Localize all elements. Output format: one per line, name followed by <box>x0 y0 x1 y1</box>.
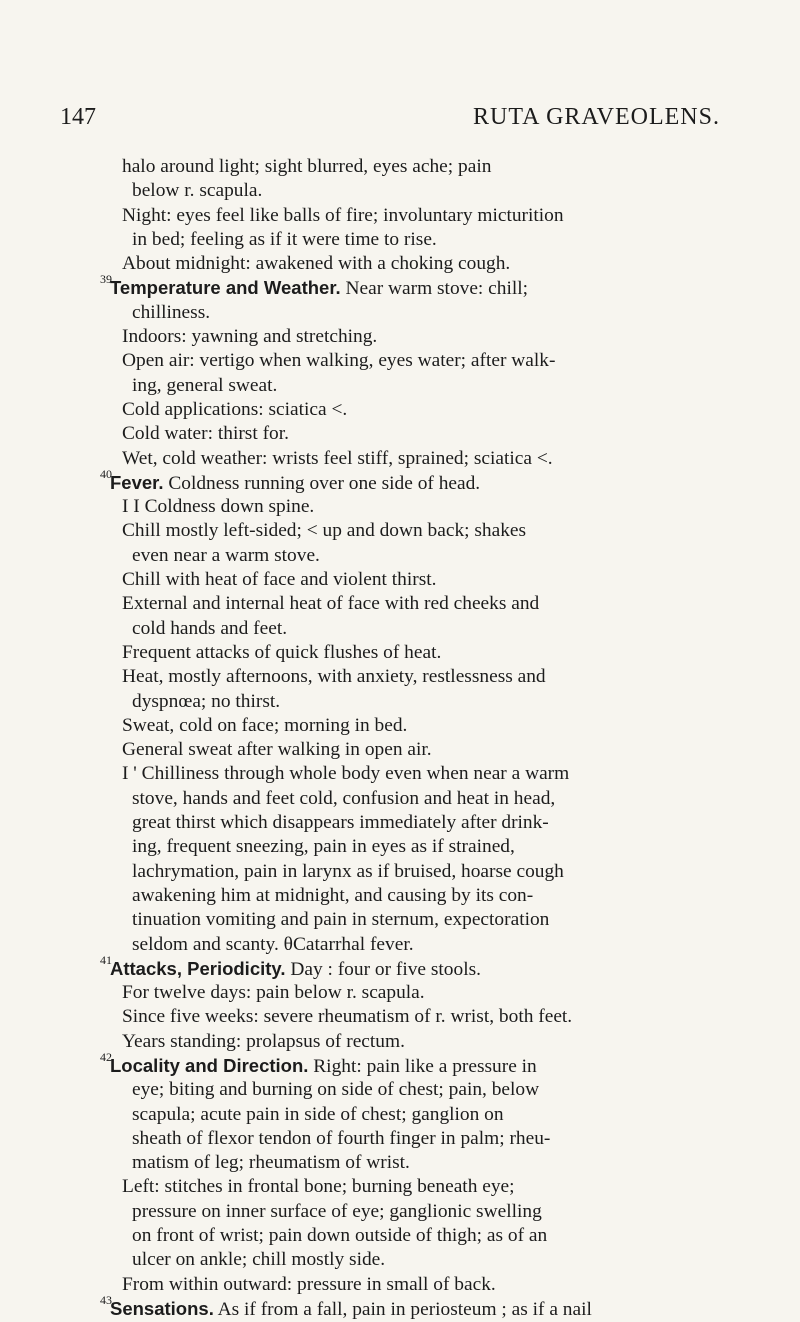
line-text: tinuation vomiting and pain in sternum, expectoration <box>132 909 550 931</box>
line-text: great thirst which disappears immediately after drink- <box>132 812 549 834</box>
text-line <box>110 811 720 835</box>
section-number: 40 <box>100 466 112 481</box>
text-line <box>110 1273 720 1297</box>
line-text: About midnight: awakened with a choking cough. <box>122 253 511 275</box>
line-text: Cold applications: sciatica <. <box>122 398 348 420</box>
text-line <box>110 641 720 665</box>
line-text: ing, frequent sneezing, pain in eyes as if strained, <box>132 836 515 858</box>
text-line <box>110 1151 720 1175</box>
text-line <box>110 933 720 957</box>
text-line <box>110 1175 720 1199</box>
line-text: Chill with heat of face and violent thirst. <box>122 569 437 591</box>
text-line <box>110 568 720 592</box>
text-line <box>110 714 720 738</box>
line-text: awakening him at midnight, and causing by its con- <box>132 884 534 906</box>
line-text: Chill mostly left-sided; < up and down back; shakes <box>122 520 527 542</box>
text-line <box>110 1005 720 1029</box>
line-text: For twelve days: pain below r. scapula. <box>122 982 425 1004</box>
section-number: 41 <box>100 952 112 967</box>
text-line <box>110 1248 720 1272</box>
line-text: lachrymation, pain in larynx as if bruised, hoarse cough <box>132 860 564 882</box>
section-heading-line <box>100 466 720 495</box>
section-number: 43 <box>100 1292 112 1307</box>
text-line <box>110 1103 720 1127</box>
page-header <box>60 104 720 134</box>
text-line <box>110 204 720 228</box>
line-text: below r. scapula. <box>132 180 263 202</box>
line-text: Sweat, cold on face; morning in bed. <box>122 714 408 736</box>
text-line <box>110 155 720 179</box>
line-text: External and internal heat of face with red cheeks and <box>122 593 540 615</box>
line-text: Indoors: yawning and stretching. <box>122 326 378 348</box>
line-text: Day : four or five stools. <box>285 958 481 980</box>
line-text: Coldness running over one side of head. <box>163 472 481 494</box>
section-number: 42 <box>100 1049 112 1064</box>
running-title: RUTA GRAVEOLENS. <box>473 104 720 130</box>
text-line <box>110 1200 720 1224</box>
line-text: Years standing: prolapsus of rectum. <box>122 1030 405 1052</box>
line-text: I ' Chilliness through whole body even when near a warm <box>122 763 570 785</box>
text-line <box>110 1078 720 1102</box>
line-text: As if from a fall, pain in periosteum ; as if a nail <box>213 1298 592 1320</box>
text-line <box>110 374 720 398</box>
line-text: halo around light; sight blurred, eyes ache; pain <box>122 156 492 177</box>
line-text: sheath of flexor tendon of fourth finger in palm; rheu- <box>132 1127 551 1149</box>
line-text: dyspnœa; no thirst. <box>132 690 281 712</box>
line-text: ulcer on ankle; chill mostly side. <box>132 1249 386 1271</box>
text-line <box>110 325 720 349</box>
line-text: pressure on inner surface of eye; ganglionic swelling <box>132 1200 542 1222</box>
text-line <box>110 228 720 252</box>
text-line <box>110 1224 720 1248</box>
text-line <box>110 447 720 471</box>
line-text: seldom and scanty. θCatarrhal fever. <box>132 933 414 955</box>
line-text: Near warm stove: chill; <box>340 278 529 300</box>
text-line <box>110 617 720 641</box>
line-text: Left: stitches in frontal bone; burning beneath eye; <box>122 1176 515 1198</box>
section-heading: Attacks, Periodicity. <box>110 957 286 979</box>
line-text: stove, hands and feet cold, confusion and heat in head, <box>132 787 556 809</box>
text-line <box>110 1030 720 1054</box>
section-number: 39 <box>100 272 112 287</box>
text-line <box>110 519 720 543</box>
text-line <box>110 835 720 859</box>
text-line <box>110 544 720 568</box>
text-line <box>110 908 720 932</box>
text-line <box>110 349 720 373</box>
page-number: 147 <box>60 104 96 130</box>
line-text: even near a warm stove. <box>132 544 320 566</box>
text-body <box>100 155 720 1321</box>
line-text: Since five weeks: severe rheumatism of r. wrist, both feet. <box>122 1006 573 1028</box>
section-heading: Temperature and Weather. <box>110 277 341 299</box>
line-text: General sweat after walking in open air. <box>122 739 432 761</box>
text-line <box>110 301 720 325</box>
line-text: Right: pain like a pressure in <box>308 1055 537 1077</box>
line-text: eye; biting and burning on side of chest; pain, below <box>132 1079 540 1101</box>
line-text: in bed; feeling as if it were time to rise. <box>132 228 437 250</box>
section-heading-line <box>100 1292 720 1321</box>
text-line <box>110 495 720 519</box>
line-text: chilliness. <box>132 301 211 323</box>
line-text: Cold water: thirst for. <box>122 423 289 445</box>
text-line <box>110 665 720 689</box>
text-line <box>110 738 720 762</box>
line-text: Night: eyes feel like balls of fire; involuntary micturition <box>122 204 564 226</box>
section-heading: Fever. <box>110 471 164 493</box>
section-heading: Locality and Direction. <box>110 1054 309 1076</box>
text-line <box>110 1127 720 1151</box>
line-text: scapula; acute pain in side of chest; ganglion on <box>132 1103 504 1125</box>
text-line <box>110 252 720 276</box>
line-text: I I Coldness down spine. <box>122 496 315 518</box>
text-line <box>110 179 720 203</box>
text-line <box>110 787 720 811</box>
line-text: Frequent attacks of quick flushes of heat. <box>122 641 442 663</box>
line-text: Heat, mostly afternoons, with anxiety, restlessness and <box>122 666 546 688</box>
line-text: matism of leg; rheumatism of wrist. <box>132 1152 410 1174</box>
text-line <box>110 592 720 616</box>
text-line <box>110 860 720 884</box>
line-text: cold hands and feet. <box>132 617 288 639</box>
section-heading-line <box>100 952 720 981</box>
text-line <box>110 398 720 422</box>
text-line <box>110 690 720 714</box>
line-text: Wet, cold weather: wrists feel stiff, sprained; sciatica <. <box>122 447 553 469</box>
text-line <box>110 884 720 908</box>
line-text: ing, general sweat. <box>132 374 278 396</box>
text-line <box>110 422 720 446</box>
line-text: on front of wrist; pain down outside of thigh; as of an <box>132 1225 548 1247</box>
section-heading-line <box>100 272 720 300</box>
line-text: Open air: vertigo when walking, eyes water; after walk- <box>122 350 556 372</box>
section-heading: Sensations. <box>110 1297 214 1319</box>
line-text: From within outward: pressure in small of back. <box>122 1273 496 1295</box>
text-line <box>110 762 720 786</box>
section-heading-line <box>100 1049 720 1078</box>
text-line <box>110 981 720 1005</box>
